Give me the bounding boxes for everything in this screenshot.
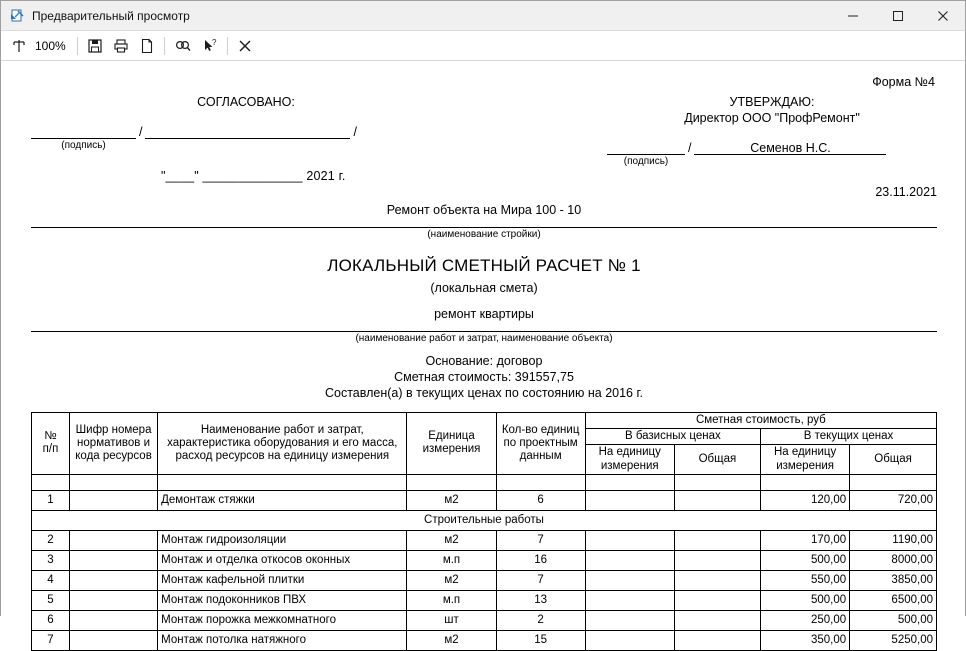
cell-base-total bbox=[674, 550, 760, 570]
table-cell bbox=[850, 474, 937, 490]
cell-code bbox=[69, 490, 157, 510]
maximize-button[interactable] bbox=[875, 1, 920, 30]
cell-cur-total: 8000,00 bbox=[850, 550, 937, 570]
cell-no: 1 bbox=[32, 490, 70, 510]
cell-code bbox=[69, 550, 157, 570]
th-qty: Кол-во единиц по проектным данным bbox=[496, 413, 585, 475]
table-row[interactable] bbox=[32, 490, 937, 510]
cell-cur-unit: 500,00 bbox=[761, 550, 850, 570]
cell-no: 4 bbox=[32, 570, 70, 590]
cell-no: 2 bbox=[32, 530, 70, 550]
approve-sign-line bbox=[607, 141, 685, 155]
table-cell bbox=[585, 474, 674, 490]
estimate-table-head bbox=[32, 413, 937, 475]
cell-unit: м2 bbox=[407, 570, 496, 590]
cell-no: 6 bbox=[32, 610, 70, 630]
cell-base-total bbox=[674, 490, 760, 510]
cell-name: Монтаж гидроизоляции bbox=[158, 530, 407, 550]
table-cell bbox=[407, 474, 496, 490]
cell-base-total bbox=[674, 590, 760, 610]
document-title: ЛОКАЛЬНЫЙ СМЕТНЫЙ РАСЧЕТ № 1 bbox=[327, 256, 641, 275]
document-body bbox=[31, 75, 937, 651]
agreed-slash-2: / bbox=[353, 125, 357, 139]
cell-base-total bbox=[674, 530, 760, 550]
toolbar-separator-3 bbox=[227, 37, 228, 55]
agreed-signature-caption: (подпись) bbox=[61, 140, 106, 151]
agreed-block bbox=[31, 95, 451, 183]
print-preview-icon bbox=[9, 8, 25, 24]
approve-signature-lines bbox=[607, 141, 937, 155]
cell-cur-unit: 250,00 bbox=[761, 610, 850, 630]
cell-base-unit bbox=[585, 490, 674, 510]
page-icon[interactable] bbox=[135, 34, 159, 58]
cell-code bbox=[69, 610, 157, 630]
cell-name: Монтаж подоконников ПВХ bbox=[158, 590, 407, 610]
table-row[interactable] bbox=[32, 610, 937, 630]
cost-line: Сметная стоимость: 391557,75 bbox=[394, 370, 574, 384]
divider-object bbox=[31, 227, 937, 228]
agreed-slash-1: / bbox=[139, 125, 143, 139]
approve-org: Директор ООО "ПрофРемонт" bbox=[684, 111, 860, 125]
table-row[interactable] bbox=[32, 570, 937, 590]
th-name: Наименование работ и затрат, характеристика оборудования и его масса, расход ресурсов на единицу измерения bbox=[158, 413, 407, 475]
cell-name: Монтаж и отделка откосов оконных bbox=[158, 550, 407, 570]
approve-label: УТВЕРЖДАЮ: bbox=[729, 95, 815, 109]
title-bar bbox=[1, 1, 965, 31]
table-spacer-row bbox=[32, 474, 937, 490]
svg-text:?: ? bbox=[211, 37, 217, 47]
table-section-row[interactable] bbox=[32, 510, 937, 530]
toolbar-separator-1 bbox=[77, 37, 78, 55]
fit-width-icon[interactable] bbox=[7, 34, 31, 58]
print-icon[interactable] bbox=[109, 34, 133, 58]
approve-signature-caption: (подпись) bbox=[623, 156, 669, 167]
cell-unit: м.п bbox=[407, 550, 496, 570]
toolbar bbox=[1, 31, 965, 61]
cell-base-total bbox=[674, 570, 760, 590]
cell-qty: 7 bbox=[496, 570, 585, 590]
cell-cur-unit: 550,00 bbox=[761, 570, 850, 590]
agreed-sign-line bbox=[31, 125, 136, 139]
divider-work bbox=[31, 331, 937, 332]
cell-no: 7 bbox=[32, 630, 70, 650]
cell-base-unit bbox=[585, 630, 674, 650]
th-cur-unit: На единицу измерения bbox=[761, 445, 850, 474]
th-group-current: В текущих ценах bbox=[761, 429, 937, 445]
th-no: № п/п bbox=[32, 413, 70, 475]
table-cell bbox=[158, 474, 407, 490]
cell-cur-total: 5250,00 bbox=[850, 630, 937, 650]
cell-name: Демонтаж стяжки bbox=[158, 490, 407, 510]
table-cell bbox=[69, 474, 157, 490]
save-icon[interactable] bbox=[83, 34, 107, 58]
cell-cur-unit: 170,00 bbox=[761, 530, 850, 550]
table-row[interactable] bbox=[32, 550, 937, 570]
cell-qty: 16 bbox=[496, 550, 585, 570]
cell-cur-total: 720,00 bbox=[850, 490, 937, 510]
approve-block bbox=[607, 95, 937, 199]
preview-page bbox=[1, 61, 965, 651]
object-line: Ремонт объекта на Мира 100 - 10 bbox=[386, 203, 582, 217]
header-row-1 bbox=[32, 413, 937, 429]
cell-unit: м2 bbox=[407, 630, 496, 650]
cell-code bbox=[69, 630, 157, 650]
th-code: Шифр номера нормативов и кода ресурсов bbox=[69, 413, 157, 475]
table-cell bbox=[32, 474, 70, 490]
agreed-label: СОГЛАСОВАНО: bbox=[197, 95, 295, 109]
agreed-name-line bbox=[145, 125, 350, 139]
cell-cur-unit: 500,00 bbox=[761, 590, 850, 610]
agreed-date: "____" ______________ 2021 г. bbox=[161, 169, 346, 183]
cell-code bbox=[69, 530, 157, 550]
cell-unit: м2 bbox=[407, 490, 496, 510]
cell-unit: м2 bbox=[407, 530, 496, 550]
cell-base-unit bbox=[585, 570, 674, 590]
cell-name: Монтаж порожка межкомнатного bbox=[158, 610, 407, 630]
zoom-level[interactable] bbox=[33, 39, 72, 53]
form-number: Форма №4 bbox=[872, 75, 935, 89]
cell-base-unit bbox=[585, 550, 674, 570]
table-cell bbox=[496, 474, 585, 490]
zoom-level-label: 100% bbox=[35, 38, 66, 53]
cell-base-unit bbox=[585, 530, 674, 550]
work-name: ремонт квартиры bbox=[434, 307, 534, 321]
cell-cur-unit: 350,00 bbox=[761, 630, 850, 650]
close-preview-icon[interactable] bbox=[233, 34, 257, 58]
cell-qty: 6 bbox=[496, 490, 585, 510]
cell-no: 5 bbox=[32, 590, 70, 610]
cell-cur-total: 1190,00 bbox=[850, 530, 937, 550]
agreed-signature-caption-row bbox=[31, 140, 451, 151]
minimize-button[interactable] bbox=[830, 1, 875, 30]
cell-code bbox=[69, 570, 157, 590]
work-caption: (наименование работ и затрат, наименование объекта) bbox=[355, 333, 613, 344]
window-title: Предварительный просмотр bbox=[32, 8, 190, 23]
toolbar-separator-2 bbox=[164, 37, 165, 55]
object-caption: (наименование стройки) bbox=[427, 229, 541, 240]
cell-unit: м.п bbox=[407, 590, 496, 610]
cell-qty: 13 bbox=[496, 590, 585, 610]
table-row[interactable] bbox=[32, 630, 937, 650]
estimate-table-body bbox=[32, 474, 937, 650]
table-cell bbox=[761, 474, 850, 490]
approve-slash-1: / bbox=[688, 141, 692, 155]
basis-line: Основание: договор bbox=[425, 354, 543, 368]
th-group-base: В базисных ценах bbox=[585, 429, 760, 445]
cell-name: Монтаж кафельной плитки bbox=[158, 570, 407, 590]
approver-name: Семенов Н.С. bbox=[694, 141, 886, 155]
cell-qty: 2 bbox=[496, 610, 585, 630]
cell-cur-total: 500,00 bbox=[850, 610, 937, 630]
cell-cur-total: 6500,00 bbox=[850, 590, 937, 610]
find-icon[interactable] bbox=[170, 34, 196, 58]
th-unit: Единица измерения bbox=[407, 413, 496, 475]
cell-unit: шт bbox=[407, 610, 496, 630]
table-cell bbox=[674, 474, 760, 490]
th-base-total: Общая bbox=[674, 445, 760, 474]
compiled-line: Составлен(а) в текущих ценах по состоянию на 2016 г. bbox=[324, 386, 643, 400]
approve-date: 23.11.2021 bbox=[875, 185, 937, 199]
cell-base-total bbox=[674, 630, 760, 650]
cell-qty: 7 bbox=[496, 530, 585, 550]
section-label: Строительные работы bbox=[32, 510, 937, 530]
th-cur-total: Общая bbox=[850, 445, 937, 474]
basis-block bbox=[31, 354, 937, 400]
cell-base-total bbox=[674, 610, 760, 630]
estimate-table bbox=[31, 412, 937, 651]
cell-code bbox=[69, 590, 157, 610]
cell-qty: 15 bbox=[496, 630, 585, 650]
approve-signature-caption-row bbox=[607, 156, 937, 167]
approval-block bbox=[31, 95, 937, 199]
document-subtitle: (локальная смета) bbox=[430, 281, 538, 295]
table-row[interactable] bbox=[32, 590, 937, 610]
cell-cur-total: 3850,00 bbox=[850, 570, 937, 590]
cell-base-unit bbox=[585, 610, 674, 630]
th-base-unit: На единицу измерения bbox=[585, 445, 674, 474]
cell-name: Монтаж потолка натяжного bbox=[158, 630, 407, 650]
cell-base-unit bbox=[585, 590, 674, 610]
close-button[interactable] bbox=[920, 1, 965, 30]
table-row[interactable] bbox=[32, 530, 937, 550]
agreed-signature-lines bbox=[31, 125, 451, 139]
help-pointer-icon[interactable] bbox=[198, 34, 222, 58]
cell-no: 3 bbox=[32, 550, 70, 570]
th-group-cost: Сметная стоимость, руб bbox=[585, 413, 936, 429]
cell-cur-unit: 120,00 bbox=[761, 490, 850, 510]
